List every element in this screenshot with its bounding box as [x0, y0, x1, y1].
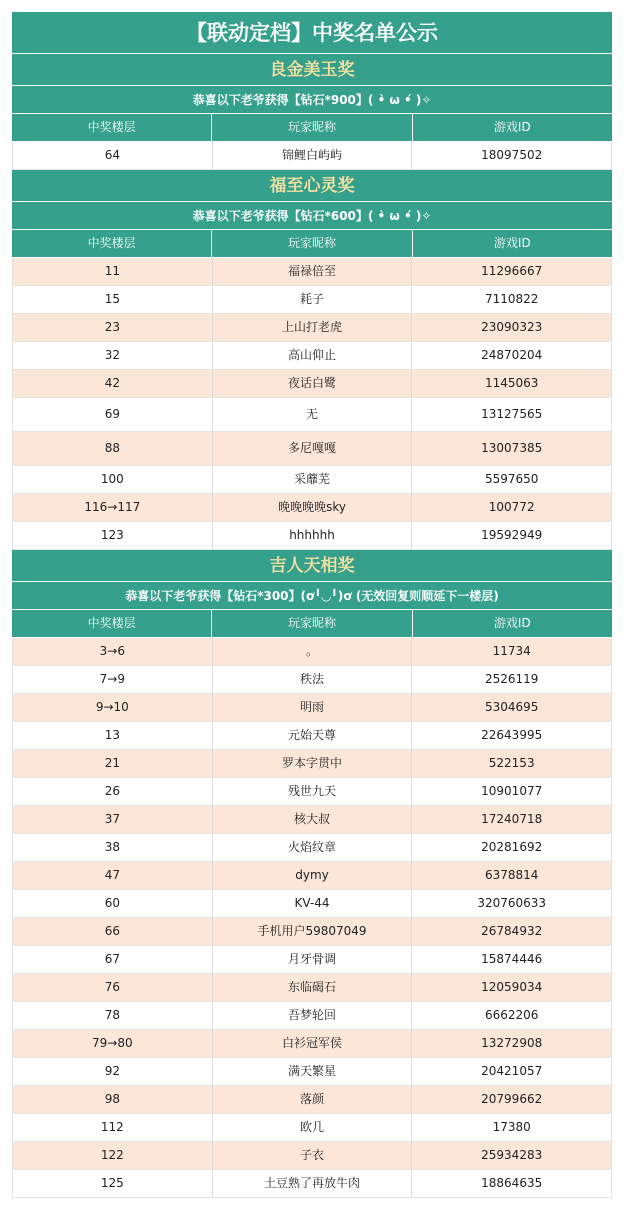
prize-section — [12, 170, 612, 550]
nickname-cell: hhhhhh — [212, 522, 412, 549]
table-row — [13, 286, 611, 314]
nickname-cell: 白衫冠军侯 — [212, 1030, 412, 1057]
game-id-cell: 25934283 — [411, 1142, 611, 1169]
game-id-cell: 13272908 — [411, 1030, 611, 1057]
floor-cell: 9→10 — [95, 700, 129, 714]
game-id-cell: 13127565 — [411, 398, 611, 431]
nickname-cell: 子衣 — [212, 1142, 412, 1169]
table-body — [12, 142, 612, 170]
prize-name: 吉人天相奖 — [12, 550, 612, 582]
game-id-cell: 23090323 — [411, 314, 611, 341]
prize-name: 福至心灵奖 — [12, 170, 612, 202]
table-row — [13, 398, 611, 432]
nickname-cell: 土豆熟了再放牛肉 — [212, 1170, 412, 1197]
game-id-cell: 1145063 — [411, 370, 611, 397]
game-id-cell: 18864635 — [411, 1170, 611, 1197]
game-id-cell: 13007385 — [411, 432, 611, 465]
floor-cell: 98 — [104, 1092, 120, 1106]
floor-cell: 78 — [104, 1008, 120, 1022]
game-id-cell: 6378814 — [411, 862, 611, 889]
floor-cell: 69 — [104, 407, 120, 421]
game-id-cell: 11296667 — [411, 258, 611, 285]
column-header: 游戏ID — [412, 230, 612, 257]
table-row — [13, 1086, 611, 1114]
table-row — [13, 666, 611, 694]
nickname-cell: dymy — [212, 862, 412, 889]
game-id-cell: 20281692 — [411, 834, 611, 861]
table-row — [13, 1142, 611, 1170]
column-header: 玩家昵称 — [211, 114, 411, 141]
table-row — [13, 1170, 611, 1198]
floor-cell: 66 — [104, 924, 120, 938]
table-row — [13, 834, 611, 862]
floor-cell: 42 — [104, 376, 120, 390]
table-row — [13, 1114, 611, 1142]
prize-description: 恭喜以下老爷获得【钻石*600】( •̀ ω •́ )✧ — [12, 202, 612, 230]
game-id-cell: 22643995 — [411, 722, 611, 749]
table-row — [13, 750, 611, 778]
nickname-cell: 满天繁星 — [212, 1058, 412, 1085]
table-header — [12, 230, 612, 258]
game-id-cell: 6662206 — [411, 1002, 611, 1029]
table-row — [13, 638, 611, 666]
floor-cell: 79→80 — [92, 1036, 133, 1050]
floor-cell: 76 — [104, 980, 120, 994]
table-body — [12, 258, 612, 550]
nickname-cell: 高山仰止 — [212, 342, 412, 369]
nickname-cell: 晚晚晚晚sky — [212, 494, 412, 521]
floor-cell: 100 — [100, 472, 124, 486]
game-id-cell: 17380 — [411, 1114, 611, 1141]
table-row — [13, 890, 611, 918]
table-row — [13, 862, 611, 890]
column-header: 玩家昵称 — [211, 610, 411, 637]
game-id-cell: 2526119 — [411, 666, 611, 693]
prize-sections — [12, 54, 612, 1198]
floor-cell: 116→117 — [84, 500, 141, 514]
game-id-cell: 18097502 — [411, 142, 611, 169]
game-id-cell: 20421057 — [411, 1058, 611, 1085]
nickname-cell: 月牙骨调 — [212, 946, 412, 973]
table-row — [13, 1002, 611, 1030]
prize-section — [12, 550, 612, 1198]
nickname-cell: 欧几 — [212, 1114, 412, 1141]
floor-cell: 21 — [104, 756, 120, 770]
game-id-cell: 24870204 — [411, 342, 611, 369]
nickname-cell: 秩法 — [212, 666, 412, 693]
nickname-cell: 。 — [212, 638, 412, 665]
table-row — [13, 694, 611, 722]
floor-cell: 125 — [100, 1176, 124, 1190]
table-row — [13, 946, 611, 974]
game-id-cell: 7110822 — [411, 286, 611, 313]
floor-cell: 7→9 — [99, 672, 125, 686]
table-row — [13, 778, 611, 806]
table-row — [13, 342, 611, 370]
table-row — [13, 974, 611, 1002]
floor-cell: 112 — [100, 1120, 124, 1134]
floor-cell: 38 — [104, 840, 120, 854]
floor-cell: 123 — [100, 528, 124, 542]
floor-cell: 64 — [104, 148, 120, 162]
game-id-cell: 17240718 — [411, 806, 611, 833]
nickname-cell: 耗子 — [212, 286, 412, 313]
floor-cell: 122 — [100, 1148, 124, 1162]
table-row — [13, 258, 611, 286]
prize-name: 良金美玉奖 — [12, 54, 612, 86]
game-id-cell: 11734 — [411, 638, 611, 665]
nickname-cell: 采蘼芜 — [212, 466, 412, 493]
game-id-cell: 15874446 — [411, 946, 611, 973]
floor-cell: 88 — [104, 441, 120, 455]
table-row — [13, 918, 611, 946]
column-header: 中奖楼层 — [87, 616, 136, 630]
column-header: 中奖楼层 — [87, 236, 136, 250]
table-row — [13, 494, 611, 522]
column-header: 游戏ID — [412, 114, 612, 141]
game-id-cell: 26784932 — [411, 918, 611, 945]
table-row — [13, 314, 611, 342]
floor-cell: 37 — [104, 812, 120, 826]
floor-cell: 13 — [104, 728, 120, 742]
nickname-cell: 元始天尊 — [212, 722, 412, 749]
table-row — [13, 1030, 611, 1058]
nickname-cell: 落颜 — [212, 1086, 412, 1113]
floor-cell: 26 — [104, 784, 120, 798]
nickname-cell: 明雨 — [212, 694, 412, 721]
table-row — [13, 722, 611, 750]
nickname-cell: 核大叔 — [212, 806, 412, 833]
nickname-cell: 福禄倍至 — [212, 258, 412, 285]
floor-cell: 23 — [104, 320, 120, 334]
nickname-cell: 火焰纹章 — [212, 834, 412, 861]
table-row — [13, 806, 611, 834]
prize-description: 恭喜以下老爷获得【钻石*900】( •̀ ω •́ )✧ — [12, 86, 612, 114]
table-body — [12, 638, 612, 1198]
table-row — [13, 466, 611, 494]
floor-cell: 67 — [104, 952, 120, 966]
game-id-cell: 5304695 — [411, 694, 611, 721]
table-row — [13, 142, 611, 170]
game-id-cell: 100772 — [411, 494, 611, 521]
game-id-cell: 10901077 — [411, 778, 611, 805]
nickname-cell: 锦鲤白屿屿 — [212, 142, 412, 169]
table-header — [12, 610, 612, 638]
winner-list — [12, 12, 612, 1198]
nickname-cell: 多尼嘎嘎 — [212, 432, 412, 465]
nickname-cell: 上山打老虎 — [212, 314, 412, 341]
game-id-cell: 320760633 — [411, 890, 611, 917]
floor-cell: 60 — [104, 896, 120, 910]
table-row — [13, 522, 611, 550]
nickname-cell: 残世九天 — [212, 778, 412, 805]
nickname-cell: 东临碣石 — [212, 974, 412, 1001]
floor-cell: 92 — [104, 1064, 120, 1078]
table-header — [12, 114, 612, 142]
game-id-cell: 12059034 — [411, 974, 611, 1001]
prize-description: 恭喜以下老爷获得【钻石*300】(ơ╹◡╹)ơ (无效回复则顺延下一楼层) — [12, 582, 612, 610]
game-id-cell: 20799662 — [411, 1086, 611, 1113]
nickname-cell: 吾梦轮回 — [212, 1002, 412, 1029]
nickname-cell: 无 — [212, 398, 412, 431]
table-row — [13, 1058, 611, 1086]
game-id-cell: 19592949 — [411, 522, 611, 549]
game-id-cell: 522153 — [411, 750, 611, 777]
nickname-cell: 罗本字贯中 — [212, 750, 412, 777]
game-id-cell: 5597650 — [411, 466, 611, 493]
prize-section — [12, 54, 612, 170]
column-header: 玩家昵称 — [211, 230, 411, 257]
nickname-cell: 夜话白鹭 — [212, 370, 412, 397]
column-header: 游戏ID — [412, 610, 612, 637]
floor-cell: 47 — [104, 868, 120, 882]
floor-cell: 15 — [104, 292, 120, 306]
table-row — [13, 370, 611, 398]
column-header: 中奖楼层 — [87, 120, 136, 134]
nickname-cell: KV-44 — [212, 890, 412, 917]
table-row — [13, 432, 611, 466]
page-title: 【联动定档】中奖名单公示 — [12, 12, 612, 54]
floor-cell: 32 — [104, 348, 120, 362]
floor-cell: 3→6 — [99, 644, 125, 658]
floor-cell: 11 — [104, 264, 120, 278]
nickname-cell: 手机用户59807049 — [212, 918, 412, 945]
